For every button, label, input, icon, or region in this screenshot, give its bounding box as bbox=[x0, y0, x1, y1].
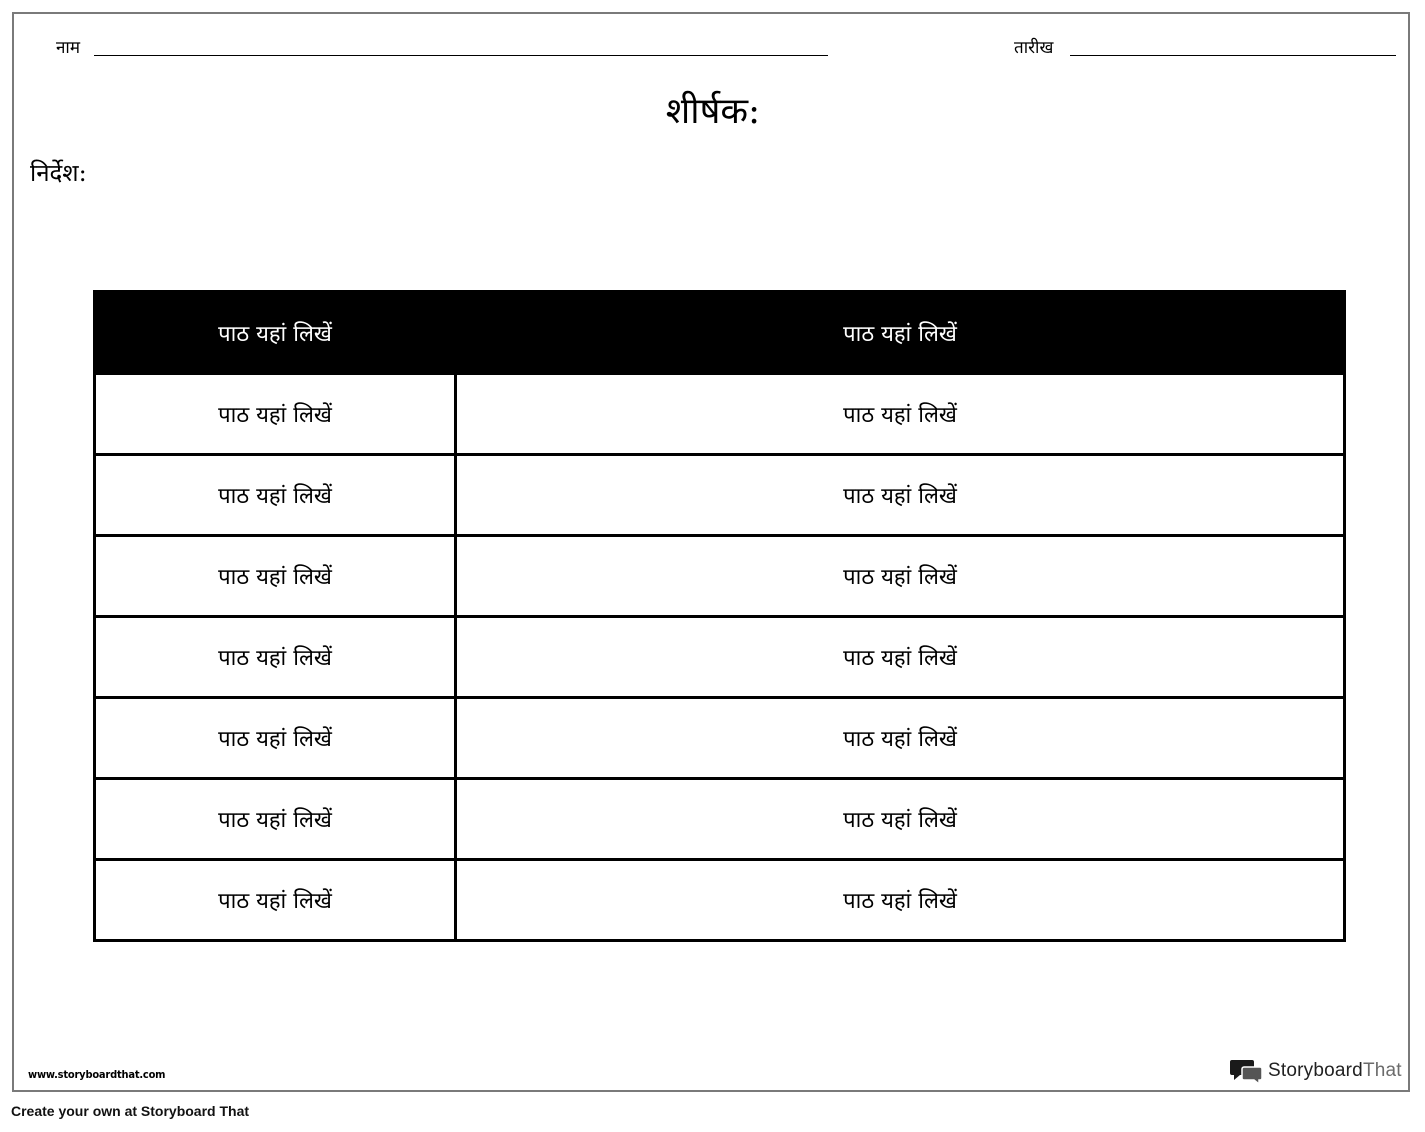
worksheet-page bbox=[12, 12, 1410, 1092]
directions-label: निर्देश: bbox=[30, 159, 87, 187]
logo-wordmark bbox=[1268, 1060, 1402, 1082]
table-row bbox=[95, 455, 1345, 536]
table-cell[interactable]: पाठ यहां लिखें bbox=[95, 779, 456, 860]
table-row bbox=[95, 779, 1345, 860]
table-row bbox=[95, 536, 1345, 617]
table-cell[interactable]: पाठ यहां लिखें bbox=[456, 860, 1345, 941]
table-cell[interactable]: पाठ यहां लिखें bbox=[456, 455, 1345, 536]
date-label: तारीख bbox=[1014, 38, 1054, 58]
table-header-row bbox=[95, 292, 1345, 374]
table-cell[interactable]: पाठ यहां लिखें bbox=[456, 536, 1345, 617]
table-cell[interactable]: पाठ यहां लिखें bbox=[456, 698, 1345, 779]
table-cell[interactable]: पाठ यहां लिखें bbox=[95, 617, 456, 698]
table-cell[interactable]: पाठ यहां लिखें bbox=[456, 617, 1345, 698]
table-cell[interactable]: पाठ यहां लिखें bbox=[95, 860, 456, 941]
table-row bbox=[95, 374, 1345, 455]
logo-text-story: Storyboard bbox=[1268, 1060, 1363, 1081]
table-header-cell[interactable]: पाठ यहां लिखें bbox=[456, 292, 1345, 374]
table-cell[interactable]: पाठ यहां लिखें bbox=[456, 374, 1345, 455]
table-cell[interactable]: पाठ यहां लिखें bbox=[95, 455, 456, 536]
table-row bbox=[95, 860, 1345, 941]
worksheet-title: शीर्षक: bbox=[665, 91, 761, 132]
table-cell[interactable]: पाठ यहां लिखें bbox=[95, 374, 456, 455]
footer-link[interactable]: Create your own at Storyboard That bbox=[11, 1103, 250, 1119]
name-label: नाम bbox=[56, 38, 81, 58]
table-header-cell[interactable]: पाठ यहां लिखें bbox=[95, 292, 456, 374]
worksheet-table bbox=[93, 290, 1346, 942]
watermark-url: www.storyboardthat.com bbox=[28, 1068, 166, 1081]
storyboardthat-logo bbox=[1230, 1056, 1402, 1086]
table-row bbox=[95, 698, 1345, 779]
table-cell[interactable]: पाठ यहां लिखें bbox=[95, 536, 456, 617]
table-cell[interactable]: पाठ यहां लिखें bbox=[456, 779, 1345, 860]
table-row bbox=[95, 617, 1345, 698]
table-cell[interactable]: पाठ यहां लिखें bbox=[95, 698, 456, 779]
date-field[interactable] bbox=[1070, 55, 1396, 56]
speech-bubbles-icon bbox=[1230, 1057, 1264, 1085]
name-field[interactable] bbox=[94, 55, 828, 56]
logo-text-that: That bbox=[1362, 1060, 1402, 1081]
